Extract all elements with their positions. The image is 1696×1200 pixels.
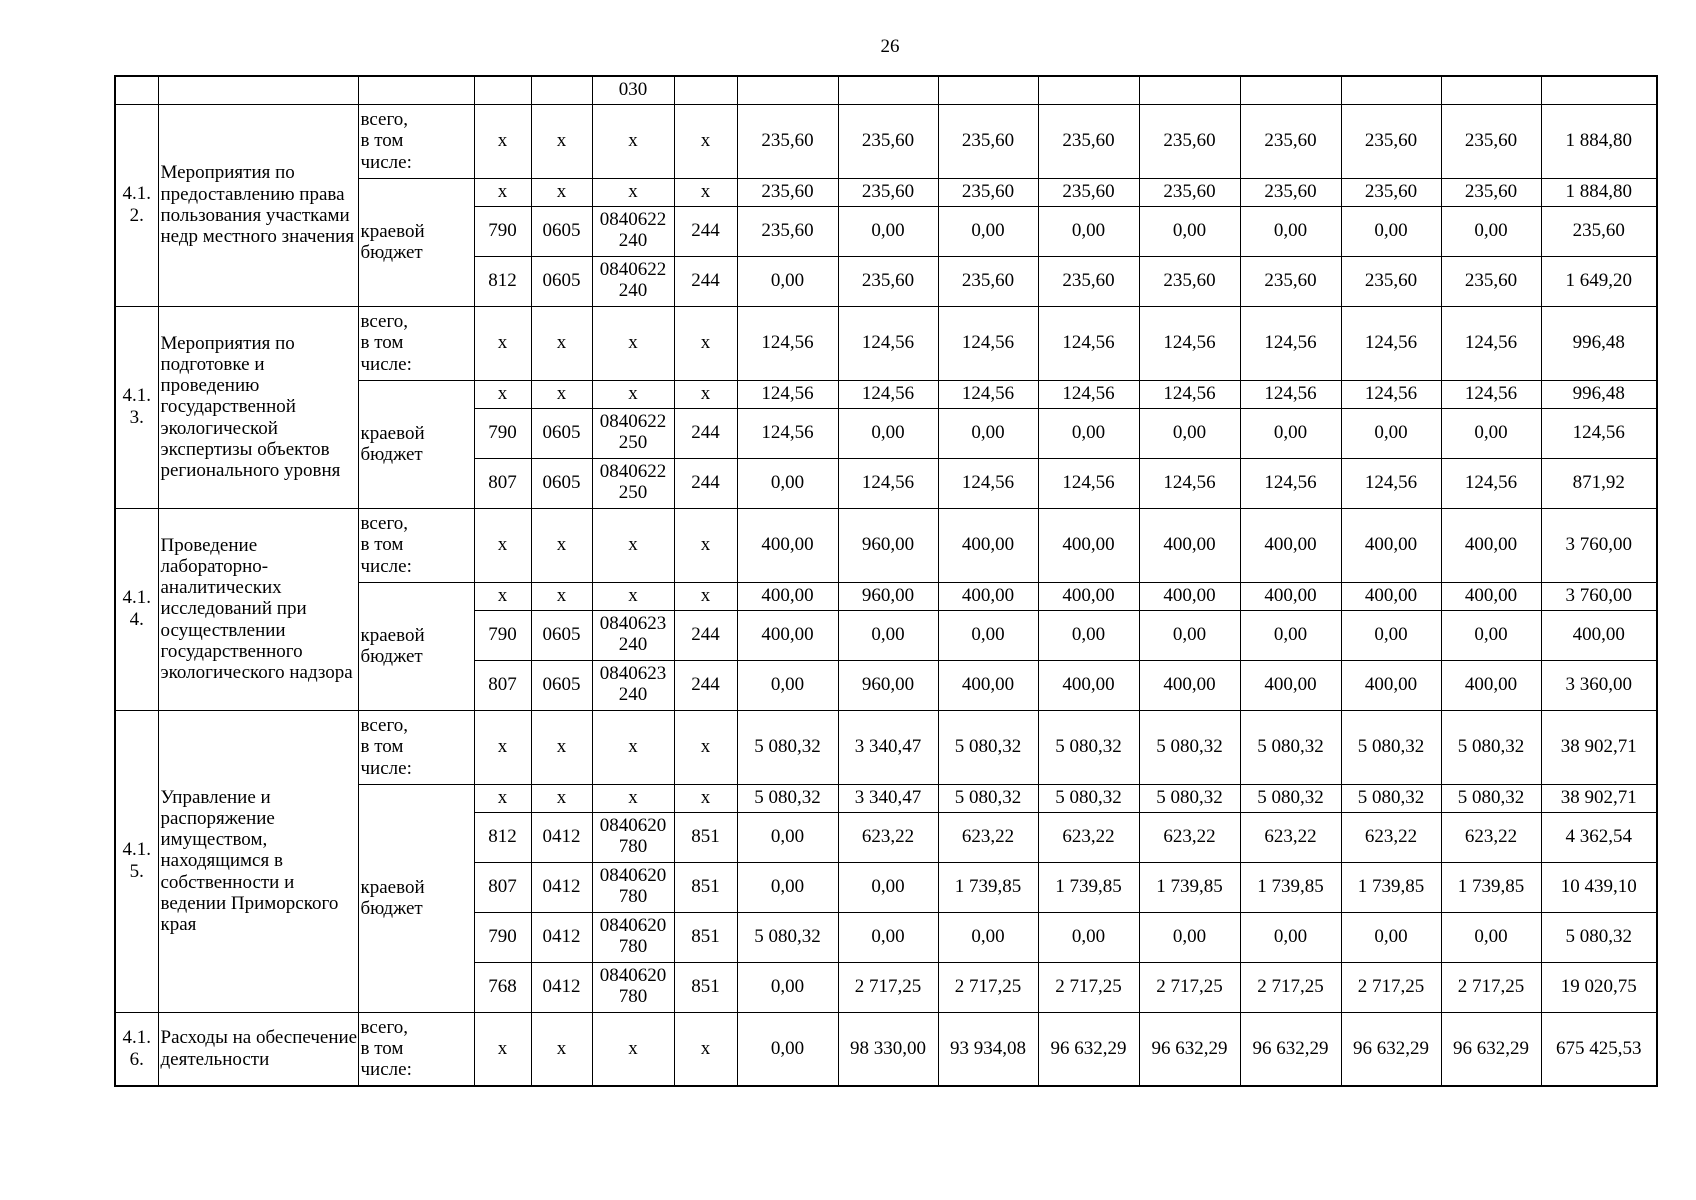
code-cell: x: [531, 784, 592, 812]
value-cell: 1 884,80: [1541, 104, 1657, 178]
code-cell: x: [674, 710, 737, 784]
value-cell: 235,60: [838, 178, 938, 206]
value-cell: 0,00: [737, 660, 838, 710]
value-cell: 0,00: [737, 458, 838, 508]
table-cell: [1038, 76, 1139, 104]
value-cell: 98 330,00: [838, 1012, 938, 1086]
value-cell: 124,56: [1441, 380, 1541, 408]
code-cell: x: [592, 178, 674, 206]
value-cell: 5 080,32: [938, 710, 1038, 784]
table-cell: [158, 76, 358, 104]
value-cell: 38 902,71: [1541, 710, 1657, 784]
row-number: 4.1. 2.: [115, 104, 158, 306]
code-cell: x: [674, 508, 737, 582]
value-cell: 124,56: [737, 306, 838, 380]
value-cell: 400,00: [1341, 508, 1441, 582]
value-cell: 0,00: [1038, 912, 1139, 962]
value-cell: 996,48: [1541, 380, 1657, 408]
value-cell: 0,00: [1038, 206, 1139, 256]
table-cell: [1541, 76, 1657, 104]
source-label: краевой бюджет: [358, 784, 474, 1012]
source-label: краевой бюджет: [358, 178, 474, 306]
value-cell: 235,60: [938, 256, 1038, 306]
csr-code-cell: 0840620 780: [592, 812, 674, 862]
expense-type-cell: 851: [674, 962, 737, 1012]
value-cell: 235,60: [938, 104, 1038, 178]
value-cell: 400,00: [1038, 508, 1139, 582]
value-cell: 3 760,00: [1541, 582, 1657, 610]
value-cell: 400,00: [938, 582, 1038, 610]
value-cell: 623,22: [838, 812, 938, 862]
code-cell: x: [592, 710, 674, 784]
value-cell: 235,60: [1341, 104, 1441, 178]
value-cell: 124,56: [1441, 306, 1541, 380]
table-cell: [358, 76, 474, 104]
value-cell: 5 080,32: [1341, 784, 1441, 812]
section-cell: 0605: [531, 660, 592, 710]
expense-type-cell: 244: [674, 660, 737, 710]
value-cell: 5 080,32: [1139, 784, 1240, 812]
value-cell: 960,00: [838, 582, 938, 610]
value-cell: 400,00: [737, 582, 838, 610]
table-row: [115, 508, 1657, 582]
grbs-cell: 807: [474, 660, 531, 710]
code-cell: x: [474, 380, 531, 408]
table-row: [115, 306, 1657, 380]
table-cell: [1341, 76, 1441, 104]
value-cell: 400,00: [938, 660, 1038, 710]
code-cell: x: [531, 380, 592, 408]
value-cell: 5 080,32: [1139, 710, 1240, 784]
value-cell: 235,60: [1441, 178, 1541, 206]
table-row: [115, 76, 1657, 104]
source-label: всего, в том числе:: [358, 1012, 474, 1086]
table-row: [115, 710, 1657, 784]
value-cell: 0,00: [1341, 610, 1441, 660]
value-cell: 1 739,85: [1139, 862, 1240, 912]
value-cell: 124,56: [1240, 458, 1341, 508]
value-cell: 2 717,25: [1038, 962, 1139, 1012]
csr-code-cell: 0840620 780: [592, 862, 674, 912]
code-cell: x: [592, 1012, 674, 1086]
value-cell: 19 020,75: [1541, 962, 1657, 1012]
value-cell: 235,60: [1341, 178, 1441, 206]
table-cell: [115, 76, 158, 104]
value-cell: 2 717,25: [1341, 962, 1441, 1012]
value-cell: 4 362,54: [1541, 812, 1657, 862]
value-cell: 124,56: [1441, 458, 1541, 508]
table-cell: [737, 76, 838, 104]
value-cell: 2 717,25: [1139, 962, 1240, 1012]
value-cell: 0,00: [1139, 912, 1240, 962]
code-cell: x: [674, 582, 737, 610]
expense-type-cell: 244: [674, 206, 737, 256]
code-cell: x: [674, 380, 737, 408]
value-cell: 235,60: [1038, 178, 1139, 206]
value-cell: 0,00: [1341, 912, 1441, 962]
code-cell: x: [531, 582, 592, 610]
grbs-cell: 790: [474, 912, 531, 962]
value-cell: 124,56: [737, 380, 838, 408]
csr-code-cell: 0840622 240: [592, 206, 674, 256]
code-cell: x: [674, 784, 737, 812]
csr-code-cell: 0840620 780: [592, 962, 674, 1012]
value-cell: 124,56: [1541, 408, 1657, 458]
value-cell: 93 934,08: [938, 1012, 1038, 1086]
value-cell: 124,56: [1139, 458, 1240, 508]
value-cell: 400,00: [1441, 582, 1541, 610]
value-cell: 0,00: [1240, 912, 1341, 962]
value-cell: 400,00: [1240, 508, 1341, 582]
expense-type-cell: 851: [674, 812, 737, 862]
value-cell: 960,00: [838, 660, 938, 710]
value-cell: 124,56: [1240, 306, 1341, 380]
value-cell: 3 360,00: [1541, 660, 1657, 710]
source-label: всего, в том числе:: [358, 710, 474, 784]
table-cell: [1139, 76, 1240, 104]
value-cell: 235,60: [1240, 104, 1341, 178]
page-number: 26: [880, 36, 900, 57]
value-cell: 0,00: [1240, 610, 1341, 660]
table-cell: [531, 76, 592, 104]
csr-code-cell: 0840623 240: [592, 610, 674, 660]
value-cell: 5 080,32: [1038, 784, 1139, 812]
grbs-cell: 807: [474, 862, 531, 912]
value-cell: 5 080,32: [737, 912, 838, 962]
value-cell: 5 080,32: [737, 710, 838, 784]
code-cell: x: [592, 582, 674, 610]
value-cell: 623,22: [1441, 812, 1541, 862]
value-cell: 1 739,85: [1441, 862, 1541, 912]
value-cell: 1 739,85: [1341, 862, 1441, 912]
table-row: [115, 104, 1657, 178]
section-cell: 0605: [531, 256, 592, 306]
section-cell: 0412: [531, 912, 592, 962]
value-cell: 2 717,25: [838, 962, 938, 1012]
value-cell: 623,22: [1038, 812, 1139, 862]
budget-table: [114, 75, 1658, 1087]
value-cell: 0,00: [838, 408, 938, 458]
value-cell: 0,00: [1240, 408, 1341, 458]
code-cell: x: [474, 178, 531, 206]
value-cell: 5 080,32: [1240, 710, 1341, 784]
value-cell: 0,00: [938, 912, 1038, 962]
value-cell: 235,60: [1139, 256, 1240, 306]
value-cell: 124,56: [1341, 458, 1441, 508]
code-cell: x: [592, 104, 674, 178]
value-cell: 400,00: [1341, 660, 1441, 710]
value-cell: 124,56: [737, 408, 838, 458]
value-cell: 400,00: [1240, 660, 1341, 710]
section-cell: 0412: [531, 812, 592, 862]
value-cell: 400,00: [1139, 582, 1240, 610]
table-cell: [1240, 76, 1341, 104]
code-cell: x: [474, 582, 531, 610]
table-cell: [1441, 76, 1541, 104]
value-cell: 124,56: [938, 306, 1038, 380]
grbs-cell: 807: [474, 458, 531, 508]
expense-type-cell: 244: [674, 256, 737, 306]
value-cell: 623,22: [938, 812, 1038, 862]
source-label: всего, в том числе:: [358, 306, 474, 380]
grbs-cell: 768: [474, 962, 531, 1012]
value-cell: 400,00: [1139, 508, 1240, 582]
value-cell: 623,22: [1341, 812, 1441, 862]
value-cell: 1 739,85: [1038, 862, 1139, 912]
grbs-cell: 790: [474, 408, 531, 458]
value-cell: 400,00: [737, 610, 838, 660]
value-cell: 96 632,29: [1341, 1012, 1441, 1086]
code-cell: x: [531, 178, 592, 206]
value-cell: 124,56: [838, 380, 938, 408]
value-cell: 235,60: [737, 104, 838, 178]
csr-code-cell: 0840622 250: [592, 458, 674, 508]
value-cell: 0,00: [838, 610, 938, 660]
value-cell: 0,00: [1441, 610, 1541, 660]
value-cell: 3 760,00: [1541, 508, 1657, 582]
code-cell: x: [474, 1012, 531, 1086]
value-cell: 235,60: [938, 178, 1038, 206]
code-cell: x: [531, 306, 592, 380]
value-cell: 5 080,32: [1441, 710, 1541, 784]
section-cell: 0605: [531, 610, 592, 660]
value-cell: 623,22: [1240, 812, 1341, 862]
grbs-cell: 812: [474, 256, 531, 306]
value-cell: 235,60: [1441, 104, 1541, 178]
value-cell: 3 340,47: [838, 710, 938, 784]
expense-type-cell: 851: [674, 862, 737, 912]
value-cell: 0,00: [838, 912, 938, 962]
value-cell: 2 717,25: [1441, 962, 1541, 1012]
value-cell: 96 632,29: [1139, 1012, 1240, 1086]
expense-type-cell: 244: [674, 408, 737, 458]
value-cell: 1 649,20: [1541, 256, 1657, 306]
value-cell: 0,00: [1441, 408, 1541, 458]
value-cell: 0,00: [737, 1012, 838, 1086]
activity-name: Проведение лабораторно-аналитических исследований при осуществлении государственного экологического надзора: [158, 508, 358, 710]
value-cell: 0,00: [1441, 912, 1541, 962]
value-cell: 5 080,32: [1038, 710, 1139, 784]
value-cell: 400,00: [737, 508, 838, 582]
source-label: всего, в том числе:: [358, 508, 474, 582]
table-cell: [674, 76, 737, 104]
value-cell: 235,60: [1240, 256, 1341, 306]
value-cell: 235,60: [737, 206, 838, 256]
row-number: 4.1. 6.: [115, 1012, 158, 1086]
value-cell: 0,00: [938, 408, 1038, 458]
value-cell: 0,00: [1038, 610, 1139, 660]
value-cell: 235,60: [1139, 178, 1240, 206]
value-cell: 124,56: [1038, 380, 1139, 408]
value-cell: 124,56: [1038, 458, 1139, 508]
value-cell: 996,48: [1541, 306, 1657, 380]
value-cell: 96 632,29: [1441, 1012, 1541, 1086]
value-cell: 400,00: [1441, 660, 1541, 710]
code-cell: x: [674, 104, 737, 178]
csr-code-cell: 0840623 240: [592, 660, 674, 710]
csr-code-cell: 0840622 240: [592, 256, 674, 306]
value-cell: 675 425,53: [1541, 1012, 1657, 1086]
value-cell: 5 080,32: [1341, 710, 1441, 784]
source-label: краевой бюджет: [358, 582, 474, 710]
code-cell: x: [592, 784, 674, 812]
value-cell: 5 080,32: [1240, 784, 1341, 812]
value-cell: 0,00: [838, 206, 938, 256]
code-cell: x: [531, 710, 592, 784]
value-cell: 400,00: [1341, 582, 1441, 610]
activity-name: Мероприятия по подготовке и проведению государственной экологической экспертизы объектов регионального уровня: [158, 306, 358, 508]
value-cell: 235,60: [1441, 256, 1541, 306]
section-cell: 0605: [531, 408, 592, 458]
value-cell: 400,00: [1038, 660, 1139, 710]
value-cell: 235,60: [1038, 256, 1139, 306]
csr-code-cell: 0840620 780: [592, 912, 674, 962]
value-cell: 124,56: [1038, 306, 1139, 380]
code-cell: x: [474, 508, 531, 582]
value-cell: 5 080,32: [737, 784, 838, 812]
value-cell: 235,60: [1139, 104, 1240, 178]
value-cell: 623,22: [1139, 812, 1240, 862]
value-cell: 871,92: [1541, 458, 1657, 508]
section-cell: 0412: [531, 862, 592, 912]
csr-code-cell: 0840622 250: [592, 408, 674, 458]
value-cell: 0,00: [1139, 408, 1240, 458]
value-cell: 0,00: [737, 812, 838, 862]
activity-name: Управление и распоряжение имуществом, находящимся в собственности и ведении Приморского края: [158, 710, 358, 1012]
value-cell: 400,00: [1139, 660, 1240, 710]
value-cell: 124,56: [1139, 306, 1240, 380]
value-cell: 235,60: [1341, 256, 1441, 306]
expense-type-cell: 244: [674, 458, 737, 508]
value-cell: 10 439,10: [1541, 862, 1657, 912]
grbs-cell: 790: [474, 206, 531, 256]
value-cell: 400,00: [1240, 582, 1341, 610]
value-cell: 235,60: [1541, 206, 1657, 256]
source-label: краевой бюджет: [358, 380, 474, 508]
value-cell: 124,56: [838, 306, 938, 380]
section-cell: 0605: [531, 458, 592, 508]
row-number: 4.1. 3.: [115, 306, 158, 508]
section-cell: 0605: [531, 206, 592, 256]
grbs-cell: 812: [474, 812, 531, 862]
value-cell: 124,56: [938, 458, 1038, 508]
value-cell: 235,60: [838, 256, 938, 306]
value-cell: 0,00: [1441, 206, 1541, 256]
table-cell: [838, 76, 938, 104]
value-cell: 0,00: [737, 256, 838, 306]
row-number: 4.1. 5.: [115, 710, 158, 1012]
code-cell: x: [531, 1012, 592, 1086]
code-cell: x: [531, 104, 592, 178]
value-cell: 0,00: [737, 962, 838, 1012]
expense-type-cell: 244: [674, 610, 737, 660]
value-cell: 0,00: [1341, 206, 1441, 256]
value-cell: 1 884,80: [1541, 178, 1657, 206]
value-cell: 5 080,32: [1441, 784, 1541, 812]
code-cell: x: [674, 178, 737, 206]
value-cell: 0,00: [1240, 206, 1341, 256]
activity-name: Мероприятия по предоставлению права пользования участками недр местного значения: [158, 104, 358, 306]
value-cell: 235,60: [1240, 178, 1341, 206]
value-cell: 0,00: [737, 862, 838, 912]
code-cell: x: [592, 380, 674, 408]
value-cell: 960,00: [838, 508, 938, 582]
table-cell: [938, 76, 1038, 104]
code-cell: x: [674, 1012, 737, 1086]
expense-type-cell: 851: [674, 912, 737, 962]
value-cell: 1 739,85: [1240, 862, 1341, 912]
value-cell: 235,60: [838, 104, 938, 178]
table-row: [115, 1012, 1657, 1086]
activity-name: Расходы на обеспечение деятельности: [158, 1012, 358, 1086]
code-cell: x: [474, 784, 531, 812]
value-cell: 124,56: [1240, 380, 1341, 408]
value-cell: 5 080,32: [938, 784, 1038, 812]
value-cell: 124,56: [938, 380, 1038, 408]
value-cell: 235,60: [1038, 104, 1139, 178]
csr-code-cell: 030: [592, 76, 674, 104]
code-cell: x: [474, 306, 531, 380]
value-cell: 400,00: [938, 508, 1038, 582]
value-cell: 235,60: [737, 178, 838, 206]
value-cell: 2 717,25: [938, 962, 1038, 1012]
grbs-cell: 790: [474, 610, 531, 660]
table-cell: [474, 76, 531, 104]
value-cell: 124,56: [838, 458, 938, 508]
value-cell: 124,56: [1139, 380, 1240, 408]
value-cell: 0,00: [1139, 206, 1240, 256]
value-cell: 400,00: [1038, 582, 1139, 610]
source-label: всего, в том числе:: [358, 104, 474, 178]
value-cell: 0,00: [838, 862, 938, 912]
code-cell: x: [531, 508, 592, 582]
code-cell: x: [474, 710, 531, 784]
value-cell: 0,00: [938, 206, 1038, 256]
code-cell: x: [474, 104, 531, 178]
section-cell: 0412: [531, 962, 592, 1012]
value-cell: 400,00: [1441, 508, 1541, 582]
value-cell: 2 717,25: [1240, 962, 1341, 1012]
value-cell: 38 902,71: [1541, 784, 1657, 812]
value-cell: 0,00: [938, 610, 1038, 660]
value-cell: 96 632,29: [1038, 1012, 1139, 1086]
value-cell: 0,00: [1341, 408, 1441, 458]
code-cell: x: [592, 306, 674, 380]
row-number: 4.1. 4.: [115, 508, 158, 710]
value-cell: 5 080,32: [1541, 912, 1657, 962]
value-cell: 96 632,29: [1240, 1012, 1341, 1086]
code-cell: x: [674, 306, 737, 380]
value-cell: 0,00: [1139, 610, 1240, 660]
value-cell: 0,00: [1038, 408, 1139, 458]
value-cell: 124,56: [1341, 306, 1441, 380]
value-cell: 124,56: [1341, 380, 1441, 408]
value-cell: 1 739,85: [938, 862, 1038, 912]
value-cell: 3 340,47: [838, 784, 938, 812]
value-cell: 400,00: [1541, 610, 1657, 660]
code-cell: x: [592, 508, 674, 582]
